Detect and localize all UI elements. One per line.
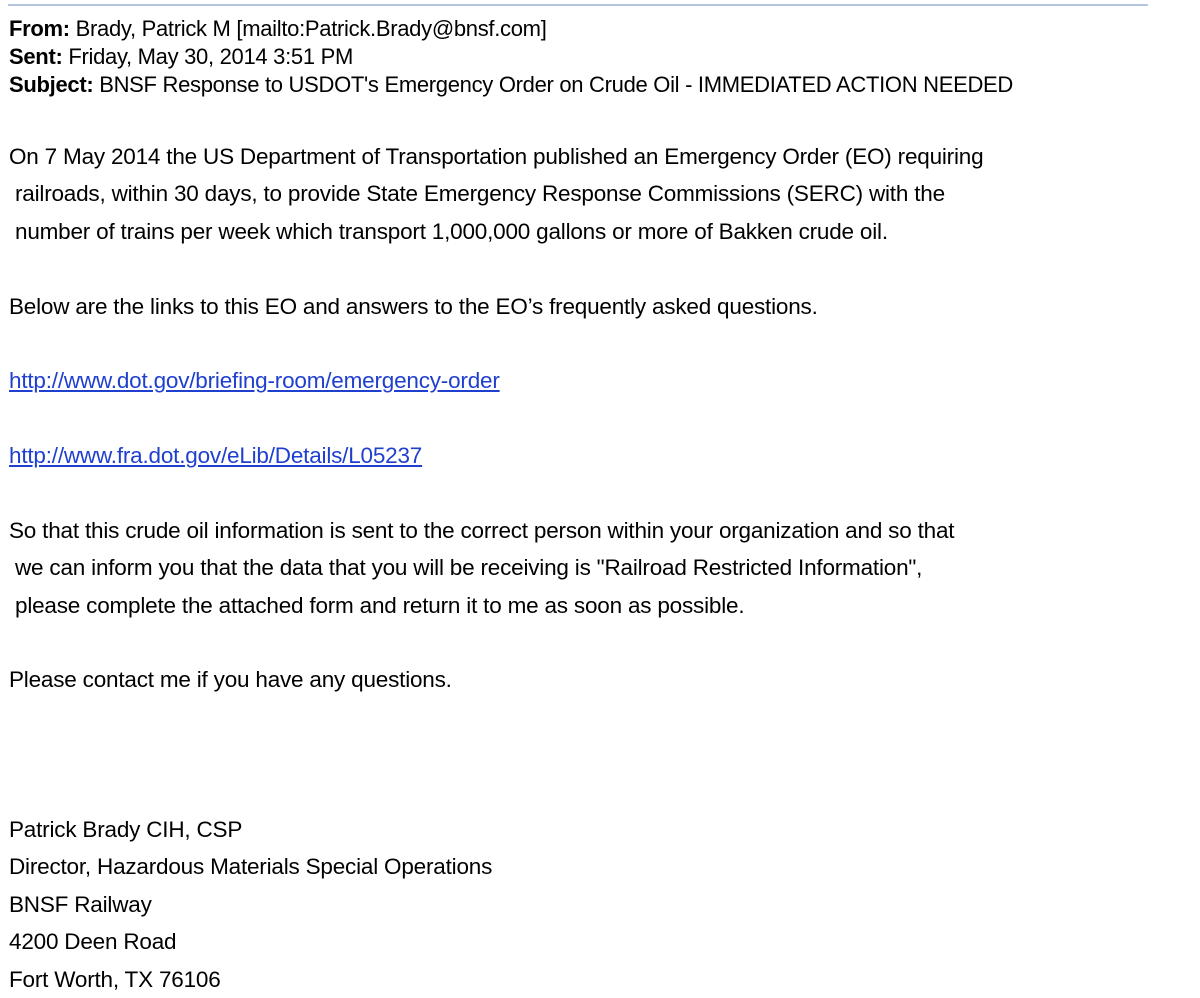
paragraph-1-line-1: On 7 May 2014 the US Department of Transportation published an Emergency Order (EO) requiring bbox=[9, 144, 984, 169]
paragraph-2: Below are the links to this EO and answers to the EO’s frequently asked questions. bbox=[9, 293, 818, 319]
paragraph-1-line-2: railroads, within 30 days, to provide State Emergency Response Commissions (SERC) with the bbox=[15, 181, 945, 207]
spacer bbox=[9, 624, 1189, 661]
email-body bbox=[9, 138, 1189, 998]
sent-line bbox=[9, 43, 1013, 71]
signature-address-1: 4200 Deen Road bbox=[9, 929, 177, 955]
signature-name: Patrick Brady CIH, CSP bbox=[9, 817, 243, 843]
spacer bbox=[9, 475, 1189, 512]
spacer bbox=[9, 400, 1189, 437]
from-line bbox=[9, 15, 1013, 43]
sent-label: Sent: bbox=[9, 44, 63, 69]
paragraph-3-line-3: please complete the attached form and return it to me as soon as possible. bbox=[15, 592, 745, 618]
spacer bbox=[9, 325, 1189, 362]
header-divider bbox=[8, 4, 1148, 6]
paragraph-1-line-3: number of trains per week which transport 1,000,000 gallons or more of Bakken crude oil. bbox=[15, 218, 888, 244]
email-header bbox=[9, 15, 1013, 99]
subject-label: Subject: bbox=[9, 72, 94, 97]
from-value: Brady, Patrick M [mailto:Patrick.Brady@bnsf.com] bbox=[75, 16, 547, 41]
subject-line bbox=[9, 71, 1013, 99]
signature-company: BNSF Railway bbox=[9, 891, 152, 917]
subject-value: BNSF Response to USDOT's Emergency Order on Crude Oil - IMMEDIATED ACTION NEEDED bbox=[99, 72, 1014, 97]
paragraph-4: Please contact me if you have any questions. bbox=[9, 667, 452, 693]
fra-elib-link[interactable]: http://www.fra.dot.gov/eLib/Details/L05237 bbox=[9, 443, 423, 469]
link-2-line bbox=[9, 437, 1189, 474]
link-1-line bbox=[9, 362, 1189, 399]
paragraph-3-line-2: we can inform you that the data that you will be receiving is "Railroad Restricted Information", bbox=[15, 555, 923, 581]
sent-value: Friday, May 30, 2014 3:51 PM bbox=[68, 44, 353, 69]
spacer bbox=[9, 250, 1189, 287]
from-label: From: bbox=[9, 16, 70, 41]
signature-title: Director, Hazardous Materials Special Operations bbox=[9, 854, 493, 880]
spacer bbox=[9, 736, 1189, 773]
dot-emergency-order-link[interactable]: http://www.dot.gov/briefing-room/emergency-order bbox=[9, 368, 500, 394]
spacer bbox=[9, 699, 1189, 736]
spacer bbox=[9, 774, 1189, 811]
paragraph-3-line-1: So that this crude oil information is sent to the correct person within your organization and so that bbox=[9, 517, 955, 543]
signature-address-2: Fort Worth, TX 76106 bbox=[9, 966, 221, 992]
